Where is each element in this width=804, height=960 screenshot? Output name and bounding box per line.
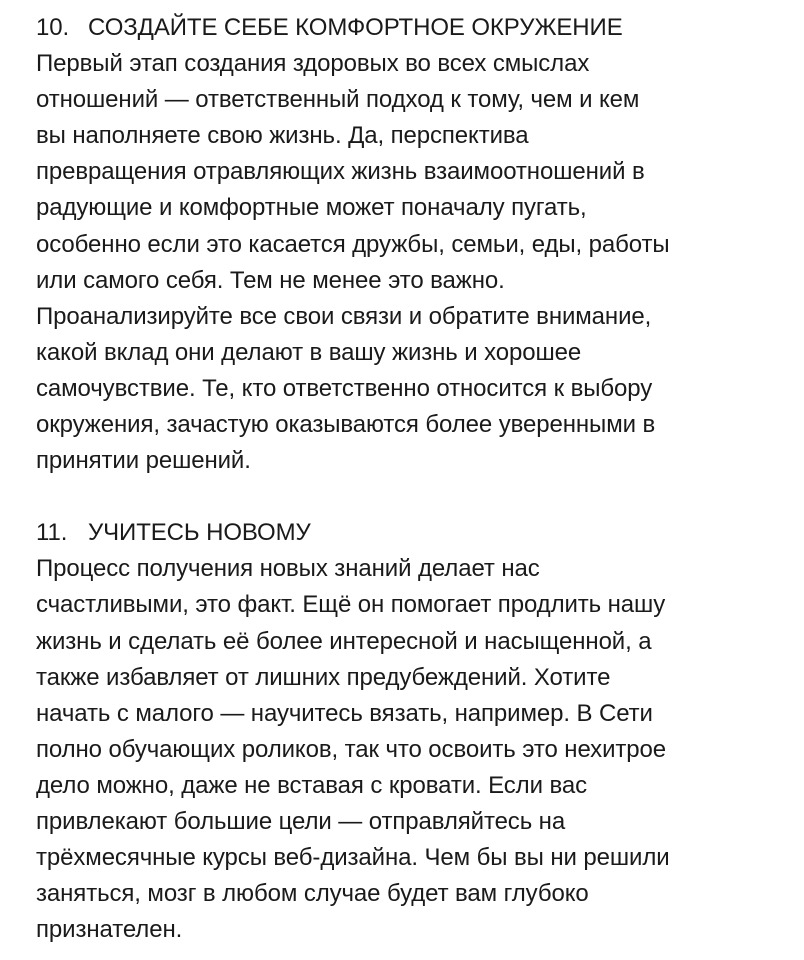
paragraph-line: превращения отравляющих жизнь взаимоотношений в: [36, 158, 645, 186]
paragraph-line: какой вклад они делают в вашу жизнь и хорошее: [36, 338, 582, 366]
paragraph-line: также избавляет от лишних предубеждений. Хотите: [36, 663, 611, 691]
paragraph-line: Процесс получения новых знаний делает нас: [36, 555, 540, 583]
paragraph-line: счастливыми, это факт. Ещё он помогает продлить нашу: [36, 591, 666, 619]
section-title: УЧИТЕСЬ НОВОМУ: [88, 519, 311, 547]
paragraph-line: отношений — ответственный подход к тому, чем и кем: [36, 86, 640, 114]
paragraph-line: Первый этап создания здоровых во всех смыслах: [36, 50, 590, 78]
paragraph-line: самочувствие. Те, кто ответственно относится к выбору: [36, 374, 653, 402]
paragraph-line: радующие и комфортные может поначалу пугать,: [36, 194, 587, 222]
paragraph-line: окружения, зачастую оказываются более уверенными в: [36, 411, 656, 439]
paragraph-line: вы наполняете свою жизнь. Да, перспектива: [36, 122, 529, 150]
paragraph-line: полно обучающих роликов, так что освоить это нехитрое: [36, 735, 667, 763]
paragraph-line: привлекают большие цели — отправляйтесь на: [36, 807, 566, 835]
section-learn-new: [36, 515, 776, 948]
section-comfortable-environment: [36, 10, 776, 479]
paragraph-line: трёхмесячные курсы веб-дизайна. Чем бы вы ни решили: [36, 844, 670, 872]
paragraph-line: заняться, мозг в любом случае будет вам глубоко: [36, 880, 589, 908]
paragraph-line: принятии решений.: [36, 447, 251, 475]
section-heading: [36, 515, 776, 551]
paragraph-line: или самого себя. Тем не менее это важно.: [36, 266, 505, 294]
paragraph-line: Проанализируйте все свои связи и обратите внимание,: [36, 302, 652, 330]
paragraph-line: особенно если это касается дружбы, семьи, еды, работы: [36, 230, 670, 258]
paragraph-line: жизнь и сделать её более интересной и насыщенной, а: [36, 627, 652, 655]
section-title: СОЗДАЙТЕ СЕБЕ КОМФОРТНОЕ ОКРУЖЕНИЕ: [88, 14, 623, 41]
section-number: 10.: [36, 14, 70, 41]
paragraph-line: признателен.: [36, 916, 183, 944]
paragraph-line: начать с малого — научитесь вязать, например. В Сети: [36, 699, 653, 727]
paragraph-line: дело можно, даже не вставая с кровати. Если вас: [36, 771, 587, 799]
section-number: 11.: [36, 519, 68, 547]
section-heading: [36, 10, 776, 46]
article-text: [36, 10, 776, 948]
